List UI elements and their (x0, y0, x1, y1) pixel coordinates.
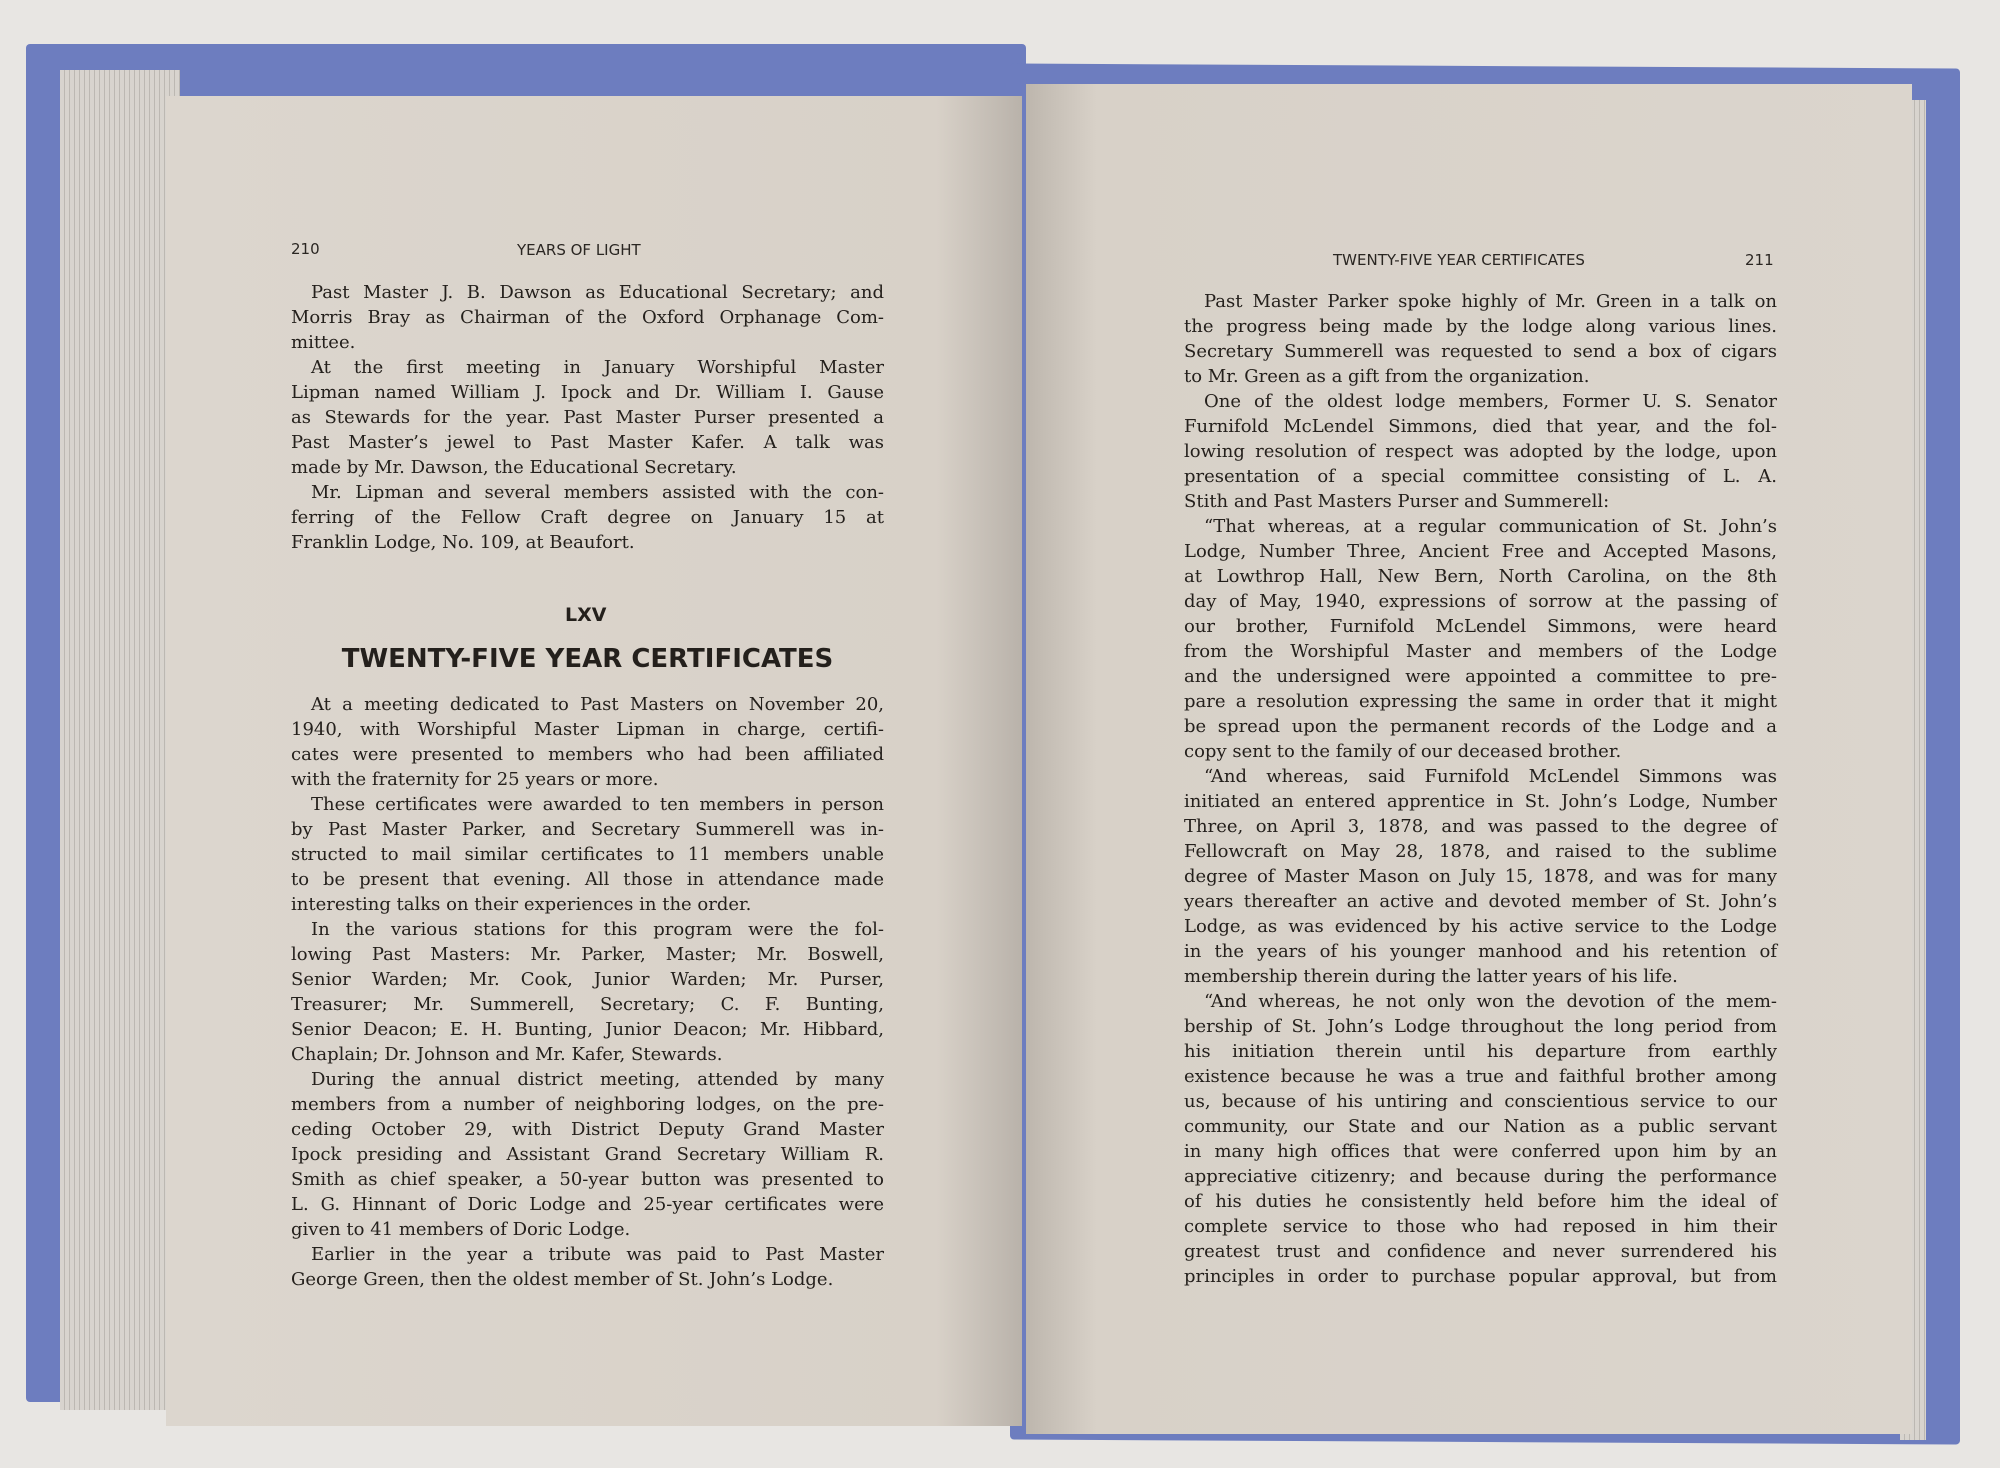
text-line: structed to mail similar certificates to 11 members unable (291, 844, 884, 865)
left-chapter-text (291, 692, 884, 1292)
paragraph (291, 480, 884, 555)
paragraph (291, 1067, 884, 1242)
text-line: lowing resolution of respect was adopted by the lodge, upon (1184, 441, 1777, 462)
text-line: “And whereas, he not only won the devotion of the mem- (1204, 991, 1777, 1012)
text-line: existence because he was a true and faithful brother among (1184, 1066, 1777, 1087)
left-page-number: 210 (291, 240, 320, 258)
paragraph (1184, 514, 1777, 764)
text-line: “And whereas, said Furnifold McLendel Simmons was (1204, 766, 1777, 787)
text-line: Past Master’s jewel to Past Master Kafer. A talk was (291, 432, 884, 453)
paragraph (291, 1242, 884, 1292)
text-line: be spread upon the permanent records of the Lodge and a (1184, 716, 1777, 737)
text-line: our brother, Furnifold McLendel Simmons, were heard (1184, 616, 1777, 637)
text-line: Mr. Lipman and several members assisted with the con- (311, 482, 884, 503)
right-body-text (1184, 289, 1777, 1289)
text-line: membership therein during the latter years of his life. (1184, 966, 1678, 987)
text-line: Treasurer; Mr. Summerell, Secretary; C. F. Bunting, (291, 994, 884, 1015)
text-line: presentation of a special committee consisting of L. A. (1184, 466, 1777, 487)
text-line: cates were presented to members who had been affiliated (291, 744, 884, 765)
text-line: to Mr. Green as a gift from the organization. (1184, 366, 1590, 387)
text-line: day of May, 1940, expressions of sorrow at the passing of (1184, 591, 1777, 612)
text-line: Franklin Lodge, No. 109, at Beaufort. (291, 532, 635, 553)
paragraph (1184, 764, 1777, 989)
text-line: Secretary Summerell was requested to send a box of cigars (1184, 341, 1777, 362)
left-top-text (291, 280, 884, 555)
text-line: Past Master J. B. Dawson as Educational Secretary; and (311, 282, 884, 303)
text-line: given to 41 members of Doric Lodge. (291, 1219, 631, 1240)
text-line: and the undersigned were appointed a committee to pre- (1184, 666, 1777, 687)
text-line: Lodge, as was evidenced by his active service to the Lodge (1184, 916, 1777, 937)
text-line: During the annual district meeting, attended by many (311, 1069, 884, 1090)
chapter-title: TWENTY-FIVE YEAR CERTIFICATES (341, 644, 834, 674)
text-line: Ipock presiding and Assistant Grand Secretary William R. (291, 1144, 884, 1165)
text-line: at Lowthrop Hall, New Bern, North Carolina, on the 8th (1184, 566, 1777, 587)
text-line: pare a resolution expressing the same in order that it might (1184, 691, 1777, 712)
page-edges-left (60, 70, 180, 1410)
text-line: degree of Master Mason on July 15, 1878, and was for many (1184, 866, 1777, 887)
right-page-number: 211 (1745, 251, 1774, 269)
text-line: L. G. Hinnant of Doric Lodge and 25-year certificates were (291, 1194, 884, 1215)
text-line: Senior Deacon; E. H. Bunting, Junior Deacon; Mr. Hibbard, (291, 1019, 884, 1040)
text-line: Lodge, Number Three, Ancient Free and Accepted Masons, (1184, 541, 1777, 562)
text-line: Lipman named William J. Ipock and Dr. William I. Gause (291, 382, 884, 403)
text-line: with the fraternity for 25 years or more. (291, 769, 659, 790)
right-running-head: TWENTY-FIVE YEAR CERTIFICATES (1333, 251, 1585, 269)
text-line: Past Master Parker spoke highly of Mr. Green in a talk on (1204, 291, 1777, 312)
text-line: Senior Warden; Mr. Cook, Junior Warden; Mr. Purser, (291, 969, 884, 990)
text-line: ceding October 29, with District Deputy Grand Master (291, 1119, 884, 1140)
paragraph (1184, 289, 1777, 389)
text-line: Morris Bray as Chairman of the Oxford Orphanage Com- (291, 307, 884, 328)
text-line: by Past Master Parker, and Secretary Summerell was in- (291, 819, 884, 840)
text-line: appreciative citizenry; and because during the performance (1184, 1166, 1777, 1187)
text-line: Furnifold McLendel Simmons, died that year, and the fol- (1184, 416, 1777, 437)
paragraph (291, 692, 884, 792)
text-line: mittee. (291, 332, 356, 353)
text-line: At the first meeting in January Worshipful Master (311, 357, 884, 378)
text-line: the progress being made by the lodge along various lines. (1184, 316, 1777, 337)
paragraph (291, 917, 884, 1067)
text-line: Chaplain; Dr. Johnson and Mr. Kafer, Stewards. (291, 1044, 723, 1065)
chapter-number: LXV (565, 604, 607, 626)
paragraph (291, 280, 884, 355)
text-line: his initiation therein until his departure from earthly (1184, 1041, 1777, 1062)
text-line: 1940, with Worshipful Master Lipman in charge, certifi- (291, 719, 884, 740)
text-line: made by Mr. Dawson, the Educational Secretary. (291, 457, 737, 478)
text-line: Fellowcraft on May 28, 1878, and raised to the sublime (1184, 841, 1777, 862)
text-line: community, our State and our Nation as a public servant (1184, 1116, 1777, 1137)
text-line: At a meeting dedicated to Past Masters on November 20, (311, 694, 884, 715)
text-line: These certificates were awarded to ten members in person (311, 794, 884, 815)
text-line: Three, on April 3, 1878, and was passed to the degree of (1184, 816, 1777, 837)
text-line: as Stewards for the year. Past Master Purser presented a (291, 407, 884, 428)
text-line: Earlier in the year a tribute was paid to Past Master (311, 1244, 884, 1265)
text-line: In the various stations for this program were the fol- (311, 919, 884, 940)
paragraph (291, 355, 884, 480)
text-line: initiated an entered apprentice in St. John’s Lodge, Number (1184, 791, 1777, 812)
text-line: George Green, then the oldest member of St. John’s Lodge. (291, 1269, 834, 1290)
text-line: from the Worshipful Master and members of the Lodge (1184, 641, 1777, 662)
text-line: in the years of his younger manhood and his retention of (1184, 941, 1777, 962)
text-line: to be present that evening. All those in attendance made (291, 869, 884, 890)
text-line: greatest trust and confidence and never surrendered his (1184, 1241, 1777, 1262)
text-line: principles in order to purchase popular approval, but from (1184, 1266, 1777, 1287)
text-line: ferring of the Fellow Craft degree on January 15 at (291, 507, 884, 528)
text-line: “That whereas, at a regular communication of St. John’s (1204, 516, 1777, 537)
text-line: copy sent to the family of our deceased brother. (1184, 741, 1622, 762)
text-line: complete service to those who had reposed in him their (1184, 1216, 1777, 1237)
text-line: of his duties he consistently held before him the ideal of (1184, 1191, 1777, 1212)
text-line: members from a number of neighboring lodges, on the pre- (291, 1094, 884, 1115)
text-line: Stith and Past Masters Purser and Summerell: (1184, 491, 1610, 512)
text-line: Smith as chief speaker, a 50-year button was presented to (291, 1169, 884, 1190)
text-line: in many high offices that were conferred upon him by an (1184, 1141, 1777, 1162)
text-line: interesting talks on their experiences in the order. (291, 894, 752, 915)
text-line: years thereafter an active and devoted member of St. John’s (1184, 891, 1777, 912)
text-line: us, because of his untiring and conscientious service to our (1184, 1091, 1777, 1112)
text-line: bership of St. John’s Lodge throughout the long period from (1184, 1016, 1777, 1037)
paragraph (291, 792, 884, 917)
text-line: One of the oldest lodge members, Former U. S. Senator (1204, 391, 1777, 412)
paragraph (1184, 989, 1777, 1289)
left-running-head: YEARS OF LIGHT (517, 241, 641, 259)
paragraph (1184, 389, 1777, 514)
text-line: lowing Past Masters: Mr. Parker, Master; Mr. Boswell, (291, 944, 884, 965)
